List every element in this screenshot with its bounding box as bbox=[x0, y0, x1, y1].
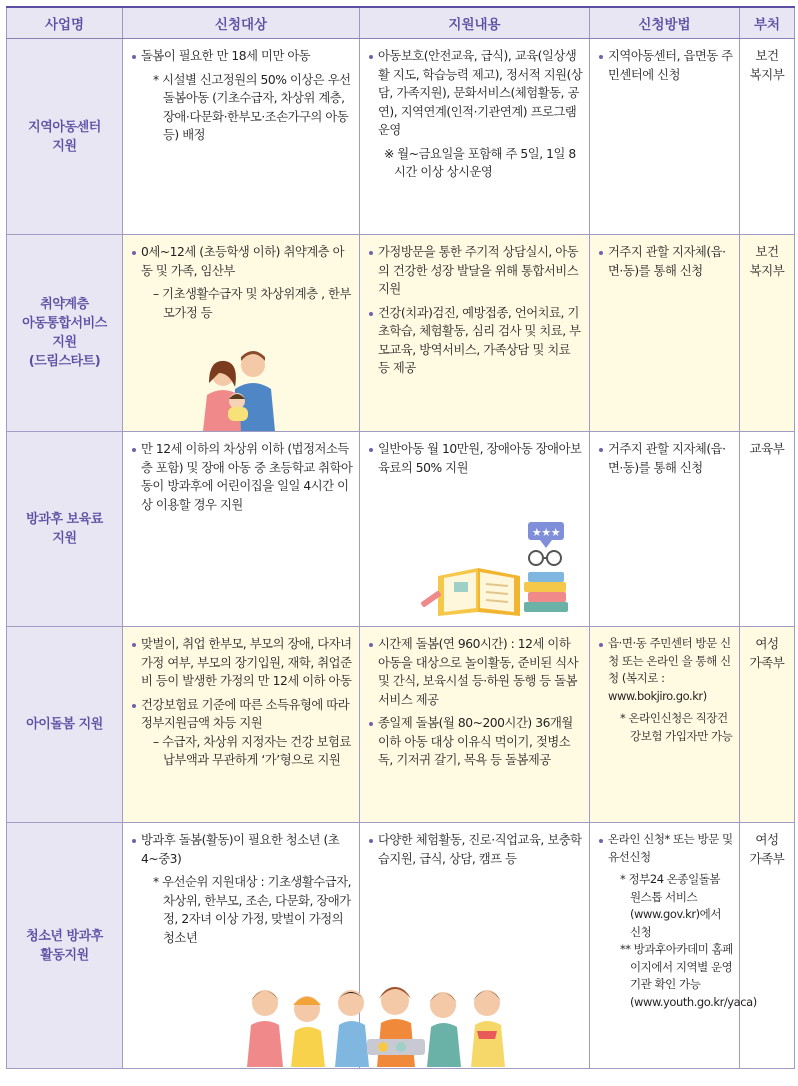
content-bullet: 다양한 체험활동, 진로·직업교육, 보충학습지원, 급식, 상담, 캠프 등 bbox=[368, 831, 583, 868]
method-note: * 정부24 온종일돌봄 원스톱 서비스 (www.gov.kr)에서 신청 bbox=[620, 872, 721, 939]
method-cell bbox=[590, 39, 740, 235]
table-row bbox=[7, 432, 795, 627]
content-cell bbox=[360, 823, 590, 1069]
program-name-line: 활동지원 bbox=[40, 947, 89, 963]
method-note: * 온라인신청은 직장건강보험 가입자만 가능 bbox=[620, 711, 733, 743]
target-note: – 수급자, 차상위 지정자는 건강 보험료 납부액과 무관하게 ‘가’형으로 지원 bbox=[153, 734, 351, 767]
dept-line: 가족부 bbox=[749, 850, 785, 866]
method-bullet: 온라인 신청* 또는 방문 및 유선신청 bbox=[598, 831, 733, 866]
dept-line: 복지부 bbox=[749, 66, 785, 82]
program-name-line: 지원 bbox=[52, 335, 77, 350]
content-cell bbox=[360, 432, 590, 627]
target-cell bbox=[123, 432, 360, 627]
target-cell bbox=[123, 39, 360, 235]
method-cell bbox=[590, 432, 740, 627]
target-bullet: 방과후 돌봄(활동)이 필요한 청소년 (초4~중3) bbox=[131, 831, 353, 868]
program-name-cell bbox=[7, 627, 123, 823]
target-bullet: 건강보험료 기준에 따른 소득유형에 따라 정부지원금액 차등 지원 bbox=[131, 696, 353, 733]
program-name-line: 아이돌봄 지원 bbox=[26, 717, 103, 732]
header-target: 신청대상 bbox=[123, 7, 360, 39]
dept-line: 여성 bbox=[755, 832, 779, 847]
method-bullet: 읍·면·동 주민센터 방문 신청 또는 온라인 을 통해 신청 (복지로 : www.bokjiro.go.kr) bbox=[598, 635, 733, 705]
books-illustration bbox=[420, 516, 570, 618]
header-method: 신청방법 bbox=[590, 7, 740, 39]
content-cell bbox=[360, 39, 590, 235]
program-name-cell bbox=[7, 823, 123, 1069]
svg-text:★★★: ★★★ bbox=[531, 526, 561, 539]
program-name-line: 방과후 보육료 bbox=[26, 512, 103, 527]
dept-line: 보건 bbox=[755, 48, 779, 63]
method-bullet: 거주지 관할 지자체(읍·면·동)를 통해 신청 bbox=[598, 440, 733, 477]
target-bullet: 만 12세 이하의 차상위 이하 (법정저소득층 포함) 및 장애 아동 중 초등학교 취학아동이 방과후에 어린이집을 일일 4시간 이상 이용할 경우 지원 bbox=[131, 440, 353, 514]
dept-cell bbox=[740, 627, 795, 823]
program-name-cell bbox=[7, 432, 123, 627]
method-bullet: 거주지 관할 지자체(읍·면·동)를 통해 신청 bbox=[598, 243, 733, 280]
content-cell bbox=[360, 235, 590, 432]
content-note: ※ 월~금요일을 포함해 주 5일, 1일 8시간 이상 상시운영 bbox=[384, 146, 576, 179]
method-cell bbox=[590, 823, 757, 1069]
program-name-line: 취약계층 bbox=[40, 297, 89, 312]
dept-line: 보건 bbox=[755, 244, 779, 259]
program-name-line: 지역아동센터 bbox=[28, 119, 101, 135]
target-cell bbox=[123, 823, 360, 1069]
support-program-table bbox=[6, 6, 795, 1069]
program-name-cell bbox=[7, 235, 123, 432]
dept-cell bbox=[740, 823, 795, 1069]
target-note: * 우선순위 지원대상 : 기초생활수급자, 차상위, 한부모, 조손, 다문화, 장애가정, 2자녀 이상 가정, 맞벌이 가정의 청소년 bbox=[153, 875, 352, 945]
content-bullet: 시간제 돌봄(연 960시간) : 12세 이하 아동을 대상으로 놀이활동, 준비된 식사 및 간식, 보육시설 등·하원 동행 등 돌봄서비스 제공 bbox=[368, 635, 583, 709]
table-row bbox=[7, 235, 795, 432]
method-cell bbox=[590, 235, 740, 432]
dept-line: 가족부 bbox=[749, 654, 785, 670]
method-note: ** 방과후아카데미 홈페이지에서 지역별 운영기관 확인 가능 (www.youth.go.kr/yaca) bbox=[620, 942, 757, 1009]
content-bullet: 종일제 돌봄(월 80~200시간) 36개월 이하 아동 대상 이유식 먹이기, 젖병소독, 기저귀 갈기, 목욕 등 돌봄제공 bbox=[368, 714, 583, 770]
content-bullet: 일반아동 월 10만원, 장애아동 장애아보육료의 50% 지원 bbox=[368, 440, 583, 477]
table-row bbox=[7, 39, 795, 235]
target-note: – 기초생활수급자 및 차상위계층 , 한부모가정 등 bbox=[153, 287, 351, 320]
program-name-cell bbox=[7, 39, 123, 235]
target-bullet: 맞벌이, 취업 한부모, 부모의 장애, 다자녀가정 여부, 부모의 장기입원, 재학, 취업준비 등이 발생한 가정의 만 12세 이하 아동 bbox=[131, 635, 353, 691]
program-name-line: (드림스타트) bbox=[28, 354, 101, 369]
content-cell bbox=[360, 627, 590, 823]
header-dept: 부처 bbox=[740, 7, 795, 39]
header-program-name: 사업명 bbox=[7, 7, 123, 39]
target-bullet: 돌봄이 필요한 만 18세 미만 아동 bbox=[131, 47, 353, 66]
header-content: 지원내용 bbox=[360, 7, 590, 39]
content-bullet: 건강(치과)검진, 예방접종, 언어치료, 기초학습, 체험활동, 심리 검사 및 치료, 부모교육, 방역서비스, 가족상담 및 치료 등 제공 bbox=[368, 304, 583, 378]
family-illustration bbox=[195, 343, 287, 431]
content-bullet: 가정방문을 통한 주기적 상담실시, 아동의 건강한 성장 발달을 위해 통합서비스 지원 bbox=[368, 243, 583, 299]
content-bullet: 아동보호(안전교육, 급식), 교육(일상생활 지도, 학습능력 제고), 정서적 지원(상담, 가족지원), 문화서비스(체험활동, 공연), 지역연계(인적·기관연계) 프로그램 운영 bbox=[368, 47, 583, 140]
dept-cell bbox=[740, 432, 795, 627]
program-name-line: 청소년 방과후 bbox=[26, 928, 103, 944]
method-cell bbox=[590, 627, 740, 823]
table-wrapper bbox=[6, 6, 794, 1069]
program-name-line: 지원 bbox=[52, 531, 77, 546]
table-row bbox=[7, 823, 795, 1069]
program-name-line: 지원 bbox=[52, 138, 77, 154]
table-row bbox=[7, 627, 795, 823]
dept-line: 여성 bbox=[755, 636, 779, 651]
method-bullet: 지역아동센터, 읍면동 주민센터에 신청 bbox=[598, 47, 733, 84]
dept-cell bbox=[740, 235, 795, 432]
dept-cell bbox=[740, 39, 795, 235]
target-cell bbox=[123, 627, 360, 823]
header-row bbox=[7, 7, 795, 39]
target-bullet: 0세~12세 (초등학생 이하) 취약계층 아동 및 가족, 임산부 bbox=[131, 243, 353, 280]
dept-line: 복지부 bbox=[749, 262, 785, 278]
target-cell bbox=[123, 235, 360, 432]
program-name-line: 아동통합서비스 bbox=[22, 316, 107, 331]
target-note: * 시설별 신고정원의 50% 이상은 우선돌봄아동 (기초수급자, 차상위 계층, 장애·다문화·한부모·조손가구의 아동 등) 배정 bbox=[153, 72, 351, 142]
dept-line: 교육부 bbox=[749, 441, 785, 456]
